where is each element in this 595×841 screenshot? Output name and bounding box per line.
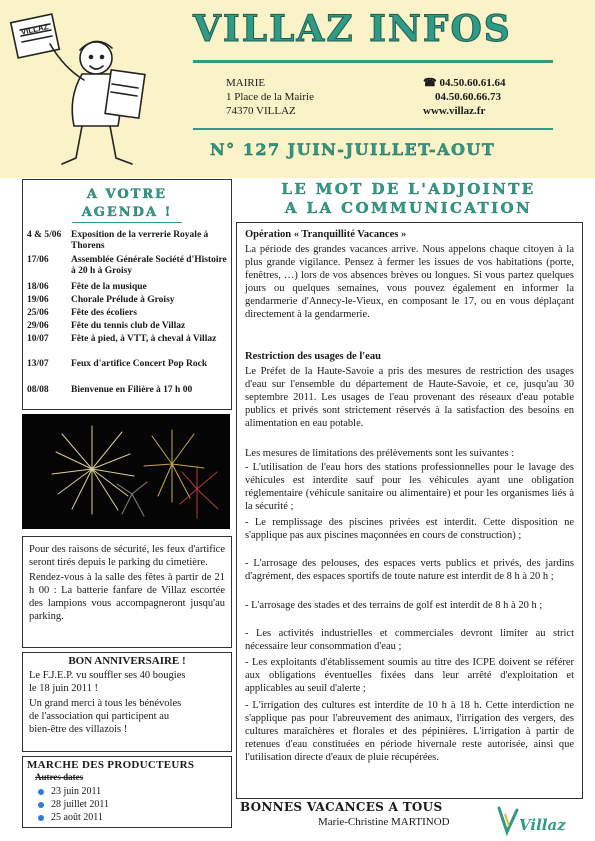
mairie-address bbox=[226, 76, 314, 118]
agenda-date: 13/07 bbox=[27, 359, 49, 369]
article-title bbox=[236, 180, 581, 218]
agenda-title-line2: AGENDA ! bbox=[72, 204, 182, 223]
agenda-event: Exposition de la verrerie Royale à Thorens bbox=[71, 230, 209, 251]
market-subtitle: Autres dates bbox=[35, 772, 84, 782]
header-divider bbox=[193, 60, 553, 63]
website-link[interactable]: www.villaz.fr bbox=[423, 105, 486, 117]
agenda-date: 25/06 bbox=[27, 308, 49, 318]
article-paragraph: La période des grandes vacances arrive. Nous appelons chaque citoyen à la plus grande vigilance. Pensez à fermer les issues de vos habitations (porte, fenêtres, …) lors de vos absences brèves ou longues. Si vous partez quelques jours ou quelques semaines, vous pouvez également en informer la gendarmerie d'Annecy-le-Vieux, en composant le 17, ou en vous déplaçant directement à la gendarmerie. bbox=[245, 244, 574, 320]
birthday-box bbox=[22, 652, 232, 752]
agenda-event: Fête des écoliers bbox=[71, 308, 137, 318]
villaz-logo bbox=[495, 804, 575, 838]
birthday-line: Le F.J.E.P. vu souffler ses 40 bougies bbox=[29, 670, 186, 681]
market-date bbox=[51, 799, 109, 810]
logo-wordmark: Villaz bbox=[519, 816, 566, 834]
agenda-box bbox=[22, 179, 232, 410]
agenda-event: Feux d'artifice Concert Pop Rock bbox=[71, 359, 208, 369]
agenda-event: Chorale Prélude à Groisy bbox=[71, 295, 175, 305]
restriction-item: - L'arrosage des stades et des terrains de golf est interdit de 8 h à 20 h ; bbox=[245, 600, 543, 611]
restriction-item: - L'irrigation des cultures est interdite de 10 h à 18 h. Cette interdiction ne s'applique pas pour l'abreuvement des animaux, l'irrigation des vergers, des cultures maraîchères et florales et des pépinières. L'irrigation à partir de retenues d'eau constituées en période hivernale reste autorisée, ainsi que l'utilisation directe d'eaux de pluie récupérées. bbox=[245, 700, 574, 763]
agenda-title bbox=[23, 186, 231, 223]
agenda-date: 17/06 bbox=[27, 255, 49, 265]
fireworks-notice bbox=[22, 536, 232, 648]
restriction-item: - L'utilisation de l'eau hors des stations professionnelles pour le lavage des véhicules est interdite sauf pour les véhicules ayant une obligation réglementaire (véhicule sanitaire ou alimentaire) et pour les organismes liés à la sécurité ; bbox=[245, 462, 574, 512]
article-paragraph: Le Préfet de la Haute-Savoie a pris des mesures de restriction des usages d'eau sur l'ensemble du département de Haute-Savoie, et ce, jusqu'au 30 septembre 2011. Les usages de l'eau provenant des réseaux d'eau potable publics et privés sont strictement réservés à la satisfaction des besoins en alimentation en eau potable. bbox=[245, 366, 574, 429]
article-title-line1: LE MOT DE L'ADJOINTE bbox=[281, 180, 536, 198]
birthday-line: le 18 juin 2011 ! bbox=[29, 683, 99, 694]
bullet-icon bbox=[38, 815, 44, 821]
agenda-event: Fête de la musique bbox=[71, 282, 147, 292]
market-date-text: 25 août 2011 bbox=[51, 812, 103, 823]
bullet-icon bbox=[38, 802, 44, 808]
contact-block bbox=[423, 76, 505, 118]
issue-number: N° 127 JUIN-JUILLET-AOUT bbox=[210, 140, 496, 159]
phone-number: ☎ 04.50.60.61.64 bbox=[423, 77, 506, 89]
section-heading: Restriction des usages de l'eau bbox=[245, 351, 381, 362]
market-title: MARCHE DES PRODUCTEURS bbox=[27, 759, 195, 771]
birthday-line: de l'association qui participent au bbox=[29, 711, 170, 722]
newspaper-label: VILLAZ bbox=[19, 22, 50, 37]
market-date bbox=[51, 786, 101, 797]
mairie-city: 74370 VILLAZ bbox=[226, 105, 296, 117]
agenda-date: 10/07 bbox=[27, 334, 49, 344]
closing-greeting: BONNES VACANCES A TOUS bbox=[240, 800, 443, 814]
fireworks-notice-paragraph: Rendez-vous à la salle des fêtes à partir de 21 h 00 : La batterie fanfare de Villaz escortée des lampions vous accompagneront jusqu'au parking. bbox=[29, 572, 225, 622]
article-title-line2: A LA COMMUNICATION bbox=[284, 199, 533, 217]
newsletter-title: VILLAZ INFOS bbox=[193, 8, 512, 50]
agenda-date: 29/06 bbox=[27, 321, 49, 331]
restriction-item: - Le remplissage des piscines privées est interdit. Cette disposition ne s'applique pas aux piscines maçonnées en cours de construction) ; bbox=[245, 517, 574, 541]
agenda-date: 19/06 bbox=[27, 295, 49, 305]
article-box bbox=[236, 222, 583, 799]
bullet-icon bbox=[38, 789, 44, 795]
newspaper-boy-illustration bbox=[8, 8, 168, 173]
restriction-item: - L'arrosage des pelouses, des espaces verts publics et privés, des jardins d'agrément, des espaces sportifs de toute nature est interdit de 8 h à 20 h ; bbox=[245, 558, 574, 582]
agenda-date: 4 & 5/06 bbox=[27, 230, 62, 240]
market-box bbox=[22, 756, 232, 828]
author-signature: Marie-Christine MARTINOD bbox=[318, 816, 450, 828]
section-heading: Opération « Tranquillité Vacances » bbox=[245, 229, 407, 240]
birthday-title: BON ANNIVERSAIRE ! bbox=[68, 655, 186, 667]
fax-number: 04.50.60.66.73 bbox=[435, 91, 501, 103]
market-date-text: 23 juin 2011 bbox=[51, 786, 102, 797]
agenda-event: Bienvenue en Filière à 17 h 00 bbox=[71, 385, 193, 395]
mairie-label: MAIRIE bbox=[226, 77, 266, 89]
agenda-event: Fête à pied, à VTT, à cheval à Villaz bbox=[71, 334, 217, 344]
article-paragraph: Les mesures de limitations des prélèvements sont les suivantes : bbox=[245, 448, 515, 459]
masthead bbox=[0, 0, 595, 178]
mairie-street: 1 Place de la Mairie bbox=[226, 91, 314, 103]
agenda-date: 18/06 bbox=[27, 282, 49, 292]
restriction-item: - Les activités industrielles et commerciales devront limiter au strict nécessaire leur consommation d'eau ; bbox=[245, 628, 574, 652]
agenda-event: Assemblée Générale Société d'Histoire à 20 h à Groisy bbox=[71, 255, 227, 276]
fireworks-notice-paragraph: Pour des raisons de sécurité, les feux d'artifice seront tirés depuis le parking du cimetière. bbox=[29, 544, 225, 568]
birthday-line: Un grand merci à tous les bénévoles bbox=[29, 698, 182, 709]
market-date bbox=[51, 812, 103, 823]
agenda-date: 08/08 bbox=[27, 385, 49, 395]
agenda-event: Fête du tennis club de Villaz bbox=[71, 321, 186, 331]
market-date-text: 28 juillet 2011 bbox=[51, 799, 109, 810]
birthday-line: bien-être des villazois ! bbox=[29, 724, 128, 735]
header-divider-2 bbox=[193, 128, 553, 130]
restriction-item: - Les exploitants d'établissement soumis au titre des ICPE doivent se référer aux obligations éventuelles fixées dans leur arrêté d'exploitation et applicables au seuil d'alerte ; bbox=[245, 657, 574, 694]
fireworks-photo bbox=[22, 414, 230, 529]
agenda-title-line1: A VOTRE bbox=[86, 187, 168, 202]
